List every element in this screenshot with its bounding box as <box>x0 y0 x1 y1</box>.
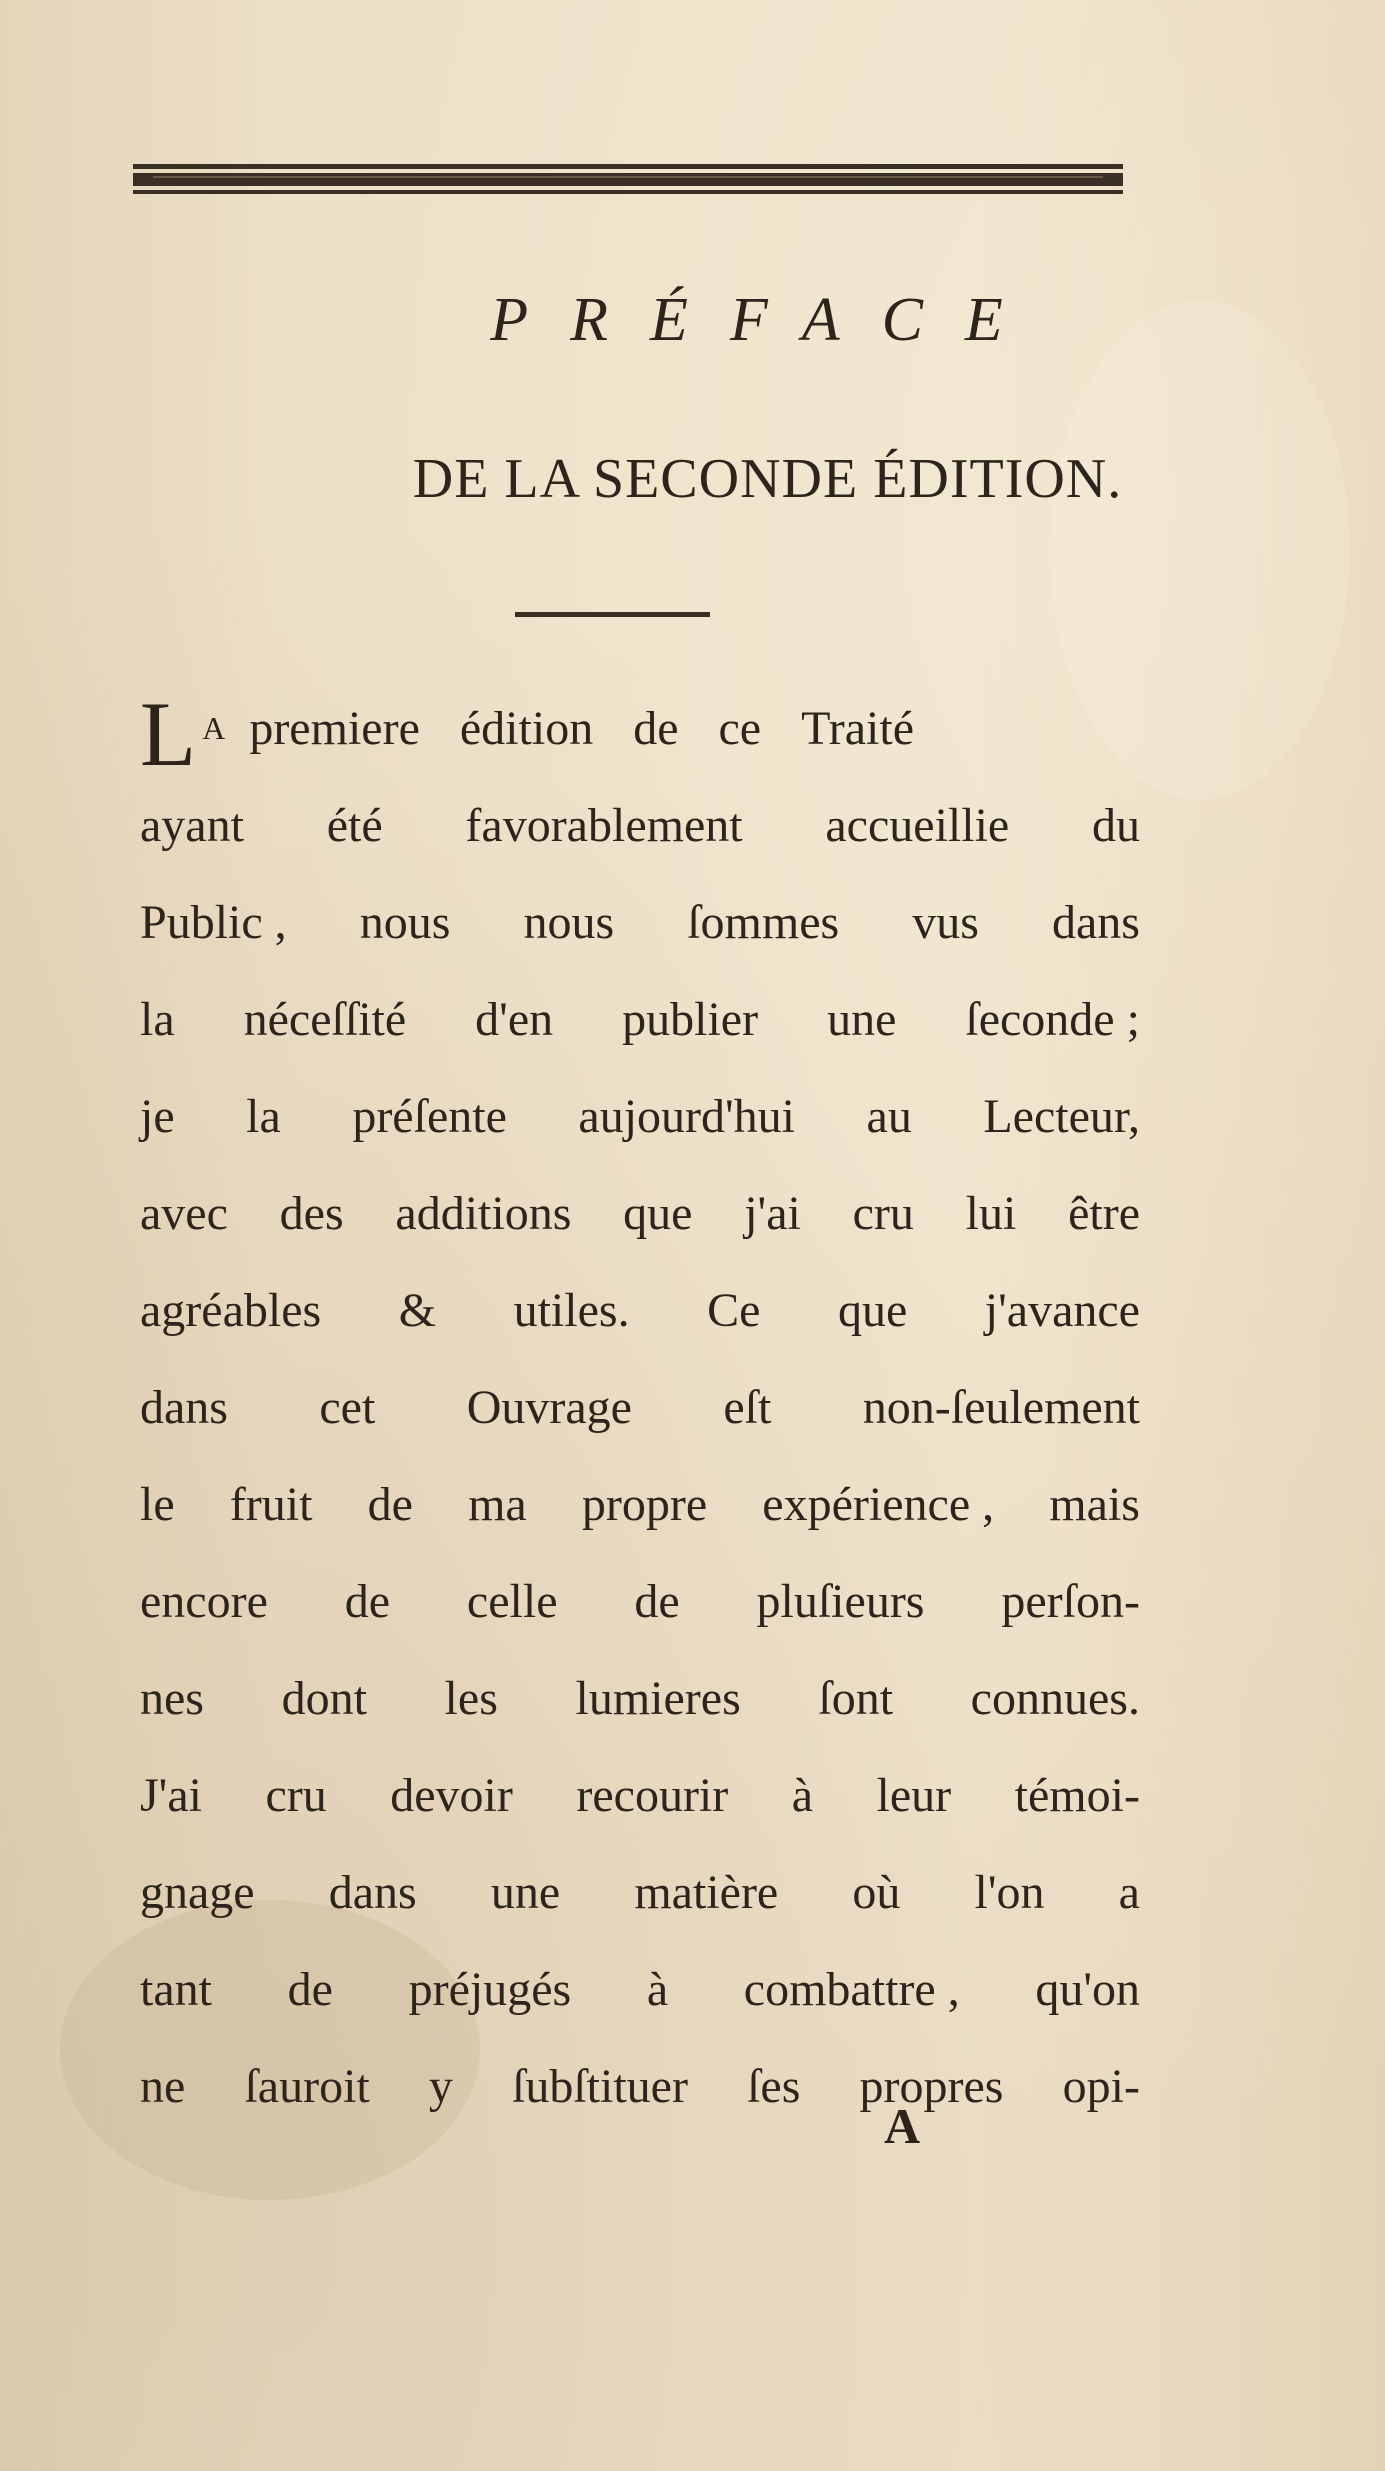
word: j'ai <box>744 1187 801 1240</box>
word: au <box>866 1090 912 1143</box>
small-cap: A <box>202 710 228 746</box>
word: néceſſité <box>243 993 407 1046</box>
word: dans <box>140 1381 228 1434</box>
word: qu'on <box>1035 1963 1140 2016</box>
word: le <box>140 1478 175 1531</box>
word: de <box>634 1575 680 1628</box>
signature-mark: A <box>884 2098 921 2154</box>
word: encore <box>140 1575 268 1628</box>
text-line <box>140 1359 1140 1456</box>
word: propre <box>581 1478 708 1531</box>
word: pluſieurs <box>756 1575 925 1628</box>
word: propres <box>859 2060 1004 2113</box>
word: j'avance <box>984 1284 1140 1337</box>
word: l'on <box>974 1866 1045 1919</box>
word: Lecteur, <box>983 1090 1140 1143</box>
text-line <box>140 1941 1140 2038</box>
text-line <box>140 1747 1140 1844</box>
word: devoir <box>390 1769 513 1822</box>
word: nous <box>359 896 451 949</box>
word: nes <box>140 1672 204 1725</box>
text-line <box>140 971 1140 1068</box>
word: les <box>444 1672 498 1725</box>
word: être <box>1068 1187 1140 1240</box>
text-line <box>140 1650 1140 1747</box>
word: non-ſeulement <box>862 1381 1140 1434</box>
word: vus <box>912 896 979 949</box>
word: a <box>1118 1866 1140 1919</box>
ornamental-rule <box>133 160 1123 200</box>
word: Public , <box>140 896 287 949</box>
text-line <box>140 777 1140 874</box>
text-line <box>140 1165 1140 1262</box>
word: la <box>246 1090 281 1143</box>
word: que <box>837 1284 908 1337</box>
title-text: PRÉFACE <box>490 286 1045 354</box>
word: ayant <box>140 799 244 852</box>
word: utiles. <box>513 1284 630 1337</box>
word: gnage <box>140 1866 255 1919</box>
word: accueillie <box>825 799 1010 852</box>
text-line <box>140 1553 1140 1650</box>
text-line <box>140 1844 1140 1941</box>
word: de <box>367 1478 413 1531</box>
word: cru <box>265 1769 327 1822</box>
page-title <box>0 285 1385 356</box>
word: de <box>344 1575 391 1628</box>
text-line <box>140 874 1140 971</box>
word: que <box>623 1187 693 1240</box>
word: à <box>791 1769 814 1822</box>
word: premiere <box>249 702 420 755</box>
word: lui <box>965 1187 1017 1240</box>
word: y <box>428 2060 453 2113</box>
word: ce <box>718 702 762 755</box>
word: Ce <box>707 1284 761 1337</box>
word: préſente <box>352 1090 507 1143</box>
word: une <box>827 993 897 1046</box>
drop-cap: L <box>140 683 197 785</box>
word: Traité <box>801 702 915 755</box>
word: dans <box>1051 896 1140 949</box>
word: témoi- <box>1014 1769 1140 1822</box>
text-line <box>140 680 1140 785</box>
word: de <box>287 1963 333 2016</box>
word: & <box>398 1284 437 1337</box>
text-line <box>140 2038 1140 2135</box>
word: aujourd'hui <box>578 1090 796 1143</box>
word: eſt <box>723 1381 772 1434</box>
text-line <box>140 1262 1140 1359</box>
word: une <box>490 1866 561 1919</box>
text-line <box>140 1456 1140 1553</box>
word: préjugés <box>408 1963 572 2016</box>
word: des <box>279 1187 344 1240</box>
word: matière <box>634 1866 779 1919</box>
word: je <box>140 1090 175 1143</box>
word: recourir <box>576 1769 729 1822</box>
word: nous <box>523 896 615 949</box>
word: ſont <box>818 1672 894 1725</box>
word: avec <box>140 1187 228 1240</box>
word: ſommes <box>687 896 840 949</box>
word: cet <box>319 1381 376 1434</box>
word: dont <box>281 1672 367 1725</box>
word: celle <box>466 1575 558 1628</box>
word: mais <box>1049 1478 1140 1531</box>
word: d'en <box>475 993 554 1046</box>
word: opi- <box>1062 2060 1140 2113</box>
word: ſauroit <box>244 2060 370 2113</box>
word: dans <box>328 1866 417 1919</box>
word: été <box>326 799 383 852</box>
word: publier <box>622 993 759 1046</box>
text-lines <box>140 777 1140 2135</box>
word: édition <box>459 702 594 755</box>
preface-body <box>140 680 1140 2135</box>
word: agréables <box>140 1284 322 1337</box>
word: de <box>633 702 679 755</box>
word: cru <box>852 1187 914 1240</box>
word: à <box>646 1963 669 2016</box>
section-divider <box>515 612 710 617</box>
page-subtitle: DE LA SECONDE ÉDITION. <box>412 448 1123 510</box>
word: favorablement <box>465 799 743 852</box>
word: ma <box>468 1478 527 1531</box>
word: ſeconde ; <box>965 993 1140 1046</box>
word: perſon- <box>1001 1575 1140 1628</box>
word: expérience , <box>762 1478 995 1531</box>
word: lumieres <box>575 1672 741 1725</box>
word: où <box>852 1866 901 1919</box>
word: connues. <box>970 1672 1140 1725</box>
word: fruit <box>229 1478 313 1531</box>
word: tant <box>140 1963 212 2016</box>
word: Ouvrage <box>466 1381 632 1434</box>
word: J'ai <box>140 1769 202 1822</box>
word: la <box>140 993 175 1046</box>
word: combattre , <box>743 1963 960 2016</box>
text-line <box>140 1068 1140 1165</box>
word: ſes <box>747 2060 801 2113</box>
word: ne <box>140 2060 186 2113</box>
word: ſubſtituer <box>511 2060 688 2113</box>
word: du <box>1091 799 1140 852</box>
word: leur <box>876 1769 952 1822</box>
word: additions <box>395 1187 572 1240</box>
